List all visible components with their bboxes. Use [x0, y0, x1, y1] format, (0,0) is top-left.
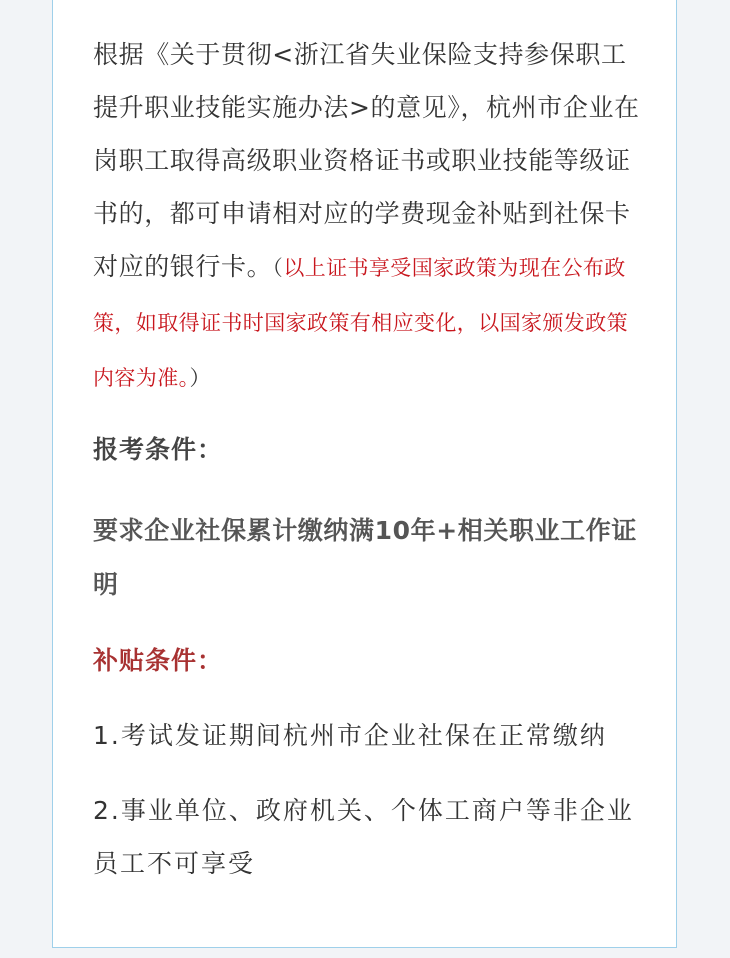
article-body — [93, 28, 645, 890]
subsidy-item-2: 2.事业单位、政府机关、个体工商户等非企业员工不可享受 — [93, 796, 634, 878]
apply-conditions-heading: 报考条件： — [93, 435, 224, 464]
apply-requirement-text: 要求企业社保累计缴纳满10年+相关职业工作证明 — [93, 516, 637, 599]
subsidy-item-1: 1.考试发证期间杭州市企业社保在正常缴纳 — [93, 721, 607, 750]
note-close-paren: ） — [189, 366, 212, 390]
subsidy-conditions-heading: 补贴条件： — [93, 646, 224, 675]
intro-text: 根据《关于贯彻<浙江省失业保险支持参保职工提升职业技能实施办法>的意见》，杭州市企业在岗职工取得高级职业资格证书或职业技能等级证书的，都可申请相对应的学费现金补贴到社保卡对应的银行卡。 — [93, 40, 640, 281]
note-open-paren: （ — [272, 256, 284, 280]
policy-note: 以上证书享受国家政策为现在公布政策，如取得证书时国家政策有相应变化，以国家颁发政策内容为准。 — [93, 256, 628, 390]
content-panel — [52, 0, 677, 948]
intro-paragraph — [93, 28, 645, 405]
